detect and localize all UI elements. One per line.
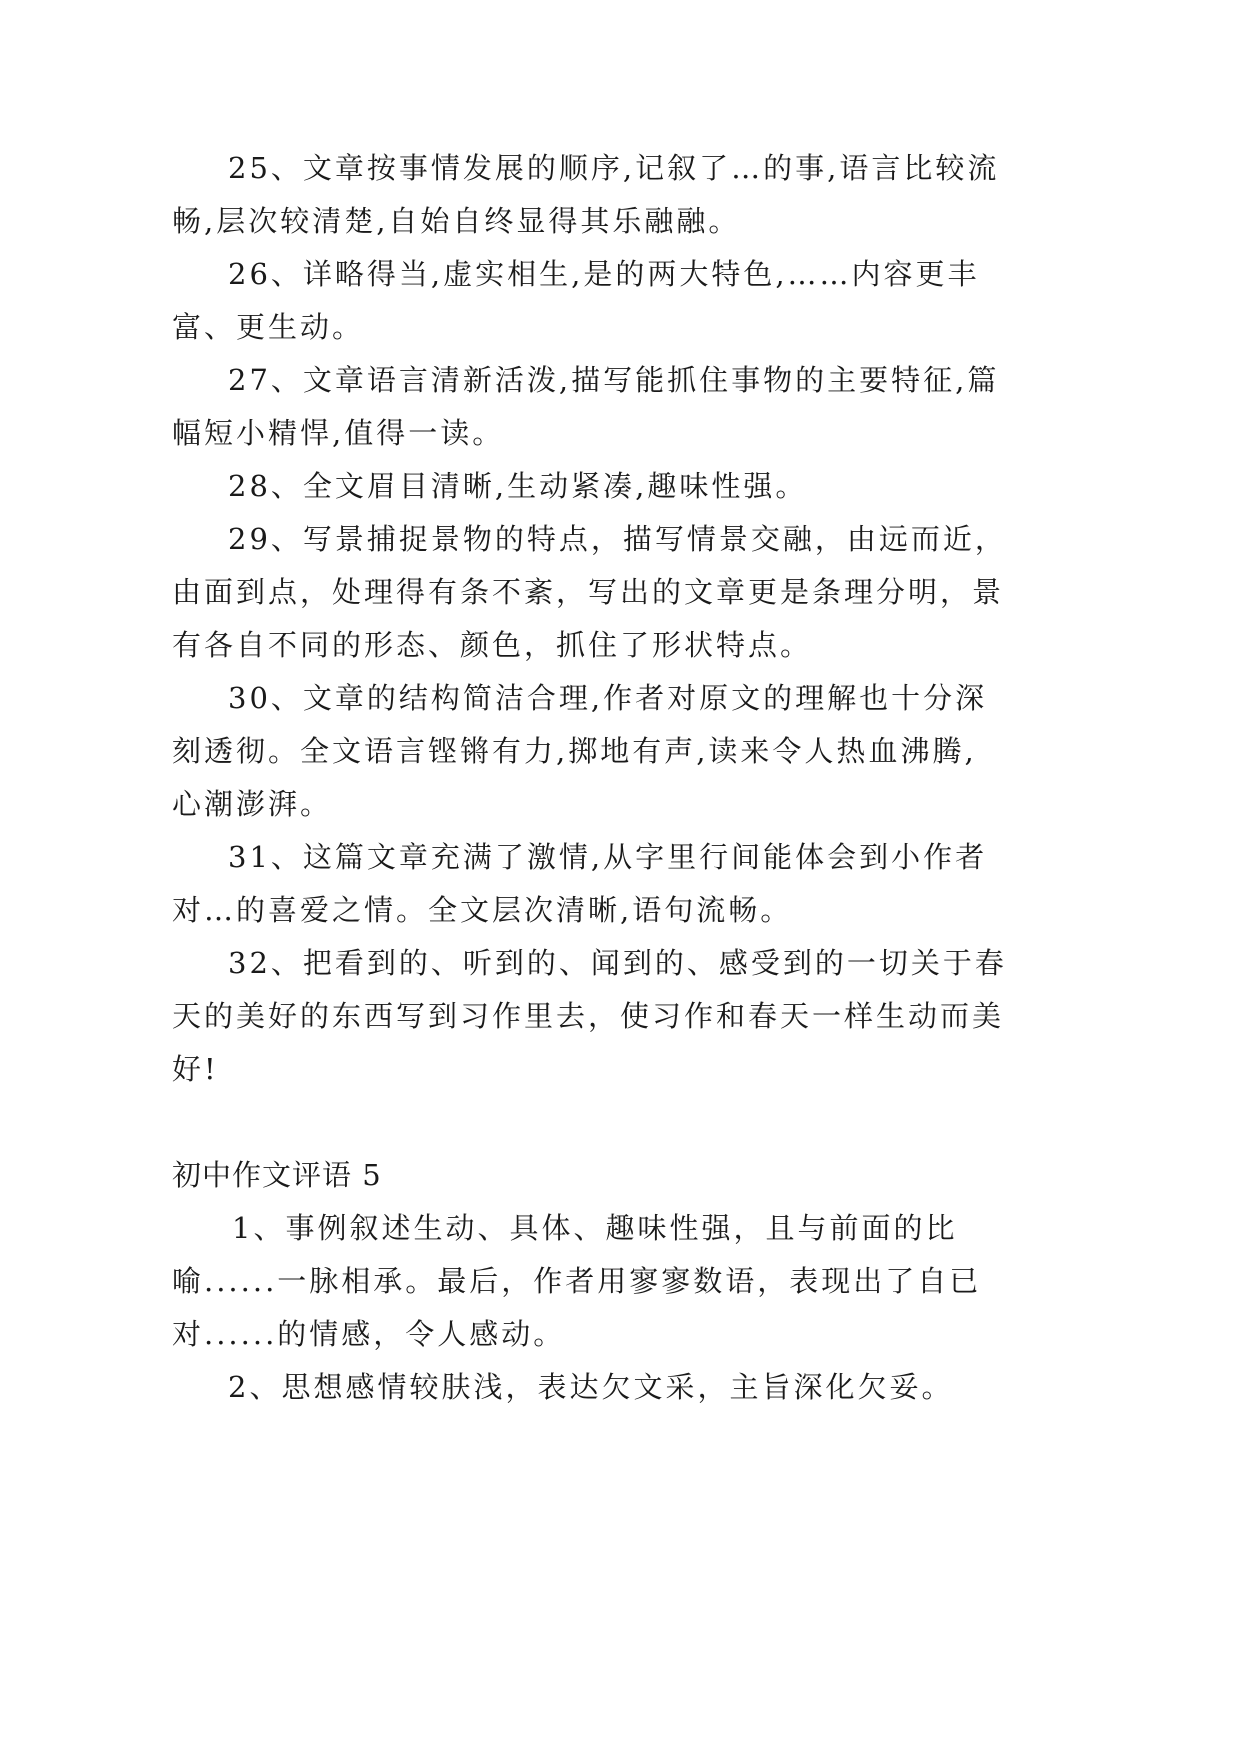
text-line: 富、更生动。	[172, 310, 365, 344]
text-line: 喻......一脉相承。最后，作者用寥寥数语，表现出了自已	[172, 1264, 982, 1298]
text-line: 32、把看到的、听到的、闻到的、感受到的一切关于春	[228, 946, 1007, 980]
text-line: 31、这篇文章充满了激情,从字里行间能体会到小作者	[228, 840, 988, 874]
section-heading: 初中作文评语 5	[172, 1158, 382, 1192]
text-line: 由面到点，处理得有条不紊，写出的文章更是条理分明，景	[172, 575, 1005, 609]
text-line: 26、详略得当,虚实相生,是的两大特色,……内容更丰	[228, 257, 980, 291]
text-line: 对…的喜爱之情。全文层次清晰,语句流畅。	[172, 893, 793, 927]
text-line: 对......的情感，令人感动。	[172, 1317, 566, 1351]
text-line: 1、事例叙述生动、具体、趣味性强，且与前面的比	[232, 1211, 958, 1245]
text-line: 27、文章语言清新活泼,描写能抓住事物的主要特征,篇	[228, 363, 1000, 397]
text-line: 30、文章的结构简洁合理,作者对原文的理解也十分深	[228, 681, 988, 715]
text-line: 有各自不同的形态、颜色，抓住了形状特点。	[172, 628, 813, 662]
text-line: 心潮澎湃。	[172, 787, 333, 821]
text-line: 幅短小精悍,值得一读。	[172, 416, 505, 450]
text-line: 天的美好的东西写到习作里去，使习作和春天一样生动而美	[172, 999, 1005, 1033]
text-line: 刻透彻。全文语言铿锵有力,掷地有声,读来令人热血沸腾,	[172, 734, 977, 768]
text-line: 2、思想感情较肤浅，表达欠文采，主旨深化欠妥。	[228, 1370, 954, 1404]
text-line: 25、文章按事情发展的顺序,记叙了…的事,语言比较流	[228, 151, 1000, 185]
text-line: 28、全文眉目清晰,生动紧凑,趣味性强。	[228, 469, 808, 503]
text-line: 29、写景捕捉景物的特点，描写情景交融，由远而近，	[228, 522, 1007, 556]
text-line: 畅,层次较清楚,自始自终显得其乐融融。	[172, 204, 741, 238]
text-line: 好!	[172, 1052, 219, 1086]
